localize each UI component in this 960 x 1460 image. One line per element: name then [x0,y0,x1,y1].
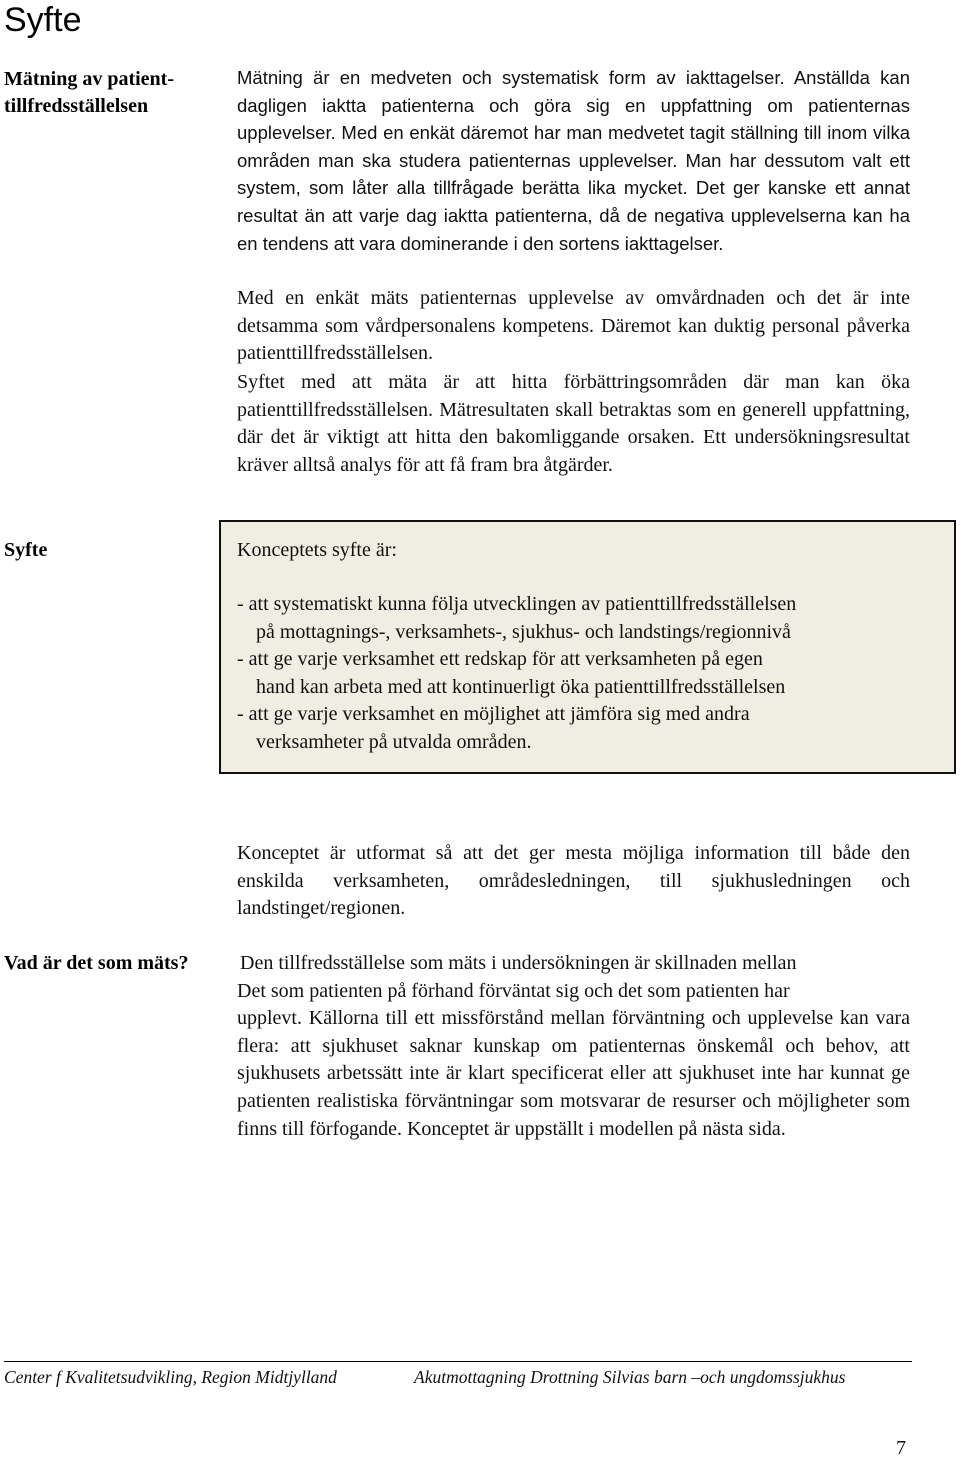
body-vad-line2: Det som patienten på förhand förväntat sig och det som patienten har [237,979,790,1002]
paragraph: Syftet med att mäta är att hitta förbättringsområden där man kan öka patienttillfredsställelsen. Mätresultaten skall betraktas som en generell uppfattning, där det är viktigt att hitta den bakomliggande orsaken. Ett undersökningsresultat kräver alltså analys för att få fram bra åtgärder. [237,371,910,476]
body-vad-line1: Den tillfredsställelse som mäts i undersökningen är skillnaden mellan [240,952,797,974]
paragraph: Med en enkät mäts patienternas upplevelse av omvårdnaden och det är inte detsamma som vårdpersonalens kompetens. Däremot kan duktig personal påverka patienttillfredsställelsen. [237,287,910,365]
purpose-bullet [237,701,937,756]
body-after-box [237,840,910,923]
page-number: 7 [896,1437,906,1459]
paragraph: Konceptet är utformat så att det ger mesta möjliga information till både den enskilda verksamheten, områdesledningen, till sjukhusledningen och landstinget/regionen. [237,842,910,920]
bullet-line: - att systematiskt kunna följa utvecklingen av patienttillfredsställelsen [237,593,797,615]
body-matning-3 [237,369,910,479]
footer-left: Center f Kvalitetsudvikling, Region Midtjylland [4,1367,337,1387]
purpose-bullet [237,591,937,646]
section-heading-syfte: Syfte [4,539,48,561]
page-title: Syfte [4,1,82,39]
bullet-line: - att ge varje verksamhet en möjlighet att jämföra sig med andra [237,703,750,725]
bullet-line: hand kan arbeta med att kontinuerligt öka patienttillfredsställelsen [256,675,786,698]
purpose-bullet [237,646,937,701]
body-matning [237,64,910,257]
purpose-box-title: Konceptets syfte är: [237,539,397,561]
paragraph: Mätning är en medveten och systematisk form av iakttagelser. Anställda kan dagligen iaktta patienterna och göra sig en uppfattning om patienternas upplevelser. Med en enkät däremot har man medvetet tagit ställning till inom vilka områden man ska studera patienternas upplevelser. Man har dessutom valt ett system, som låter alla tillfrågade berätta lika mycket. Det ger kanske ett annat resultat än att varje dag iaktta patienterna, då de negativa upplevelserna kan ha en tendens att vara dominerande i den sortens iakttagelser. [237,67,910,254]
section-heading-matning: Mätning av patient-tillfredsställelsen [4,68,174,117]
bullet-line: verksamheter på utvalda områden. [256,730,532,753]
bullet-line: - att ge varje verksamhet ett redskap för att verksamheten på egen [237,648,763,670]
section-heading-vad: Vad är det som mäts? [4,952,189,974]
body-vad [237,1005,910,1143]
paragraph: upplevt. Källorna till ett missförstånd mellan förväntning och upplevelse kan vara flera: att sjukhuset saknar kunskap om patienternas önskemål och behov, att sjukhusets arbetssätt inte är klart specificerat eller att sjukhuset inte har kunnat ge patienten realistiska förväntningar som motsvarar de resurser och möjligheter som finns till förfogande. Konceptet är uppställt i modellen på nästa sida. [237,1007,910,1140]
footer-divider [4,1361,912,1362]
footer-right: Akutmottagning Drottning Silvias barn –och ungdomssjukhus [414,1367,846,1387]
bullet-line: på mottagnings-, verksamhets-, sjukhus- och landstings/regionnivå [256,620,791,643]
body-matning-2 [237,285,910,368]
